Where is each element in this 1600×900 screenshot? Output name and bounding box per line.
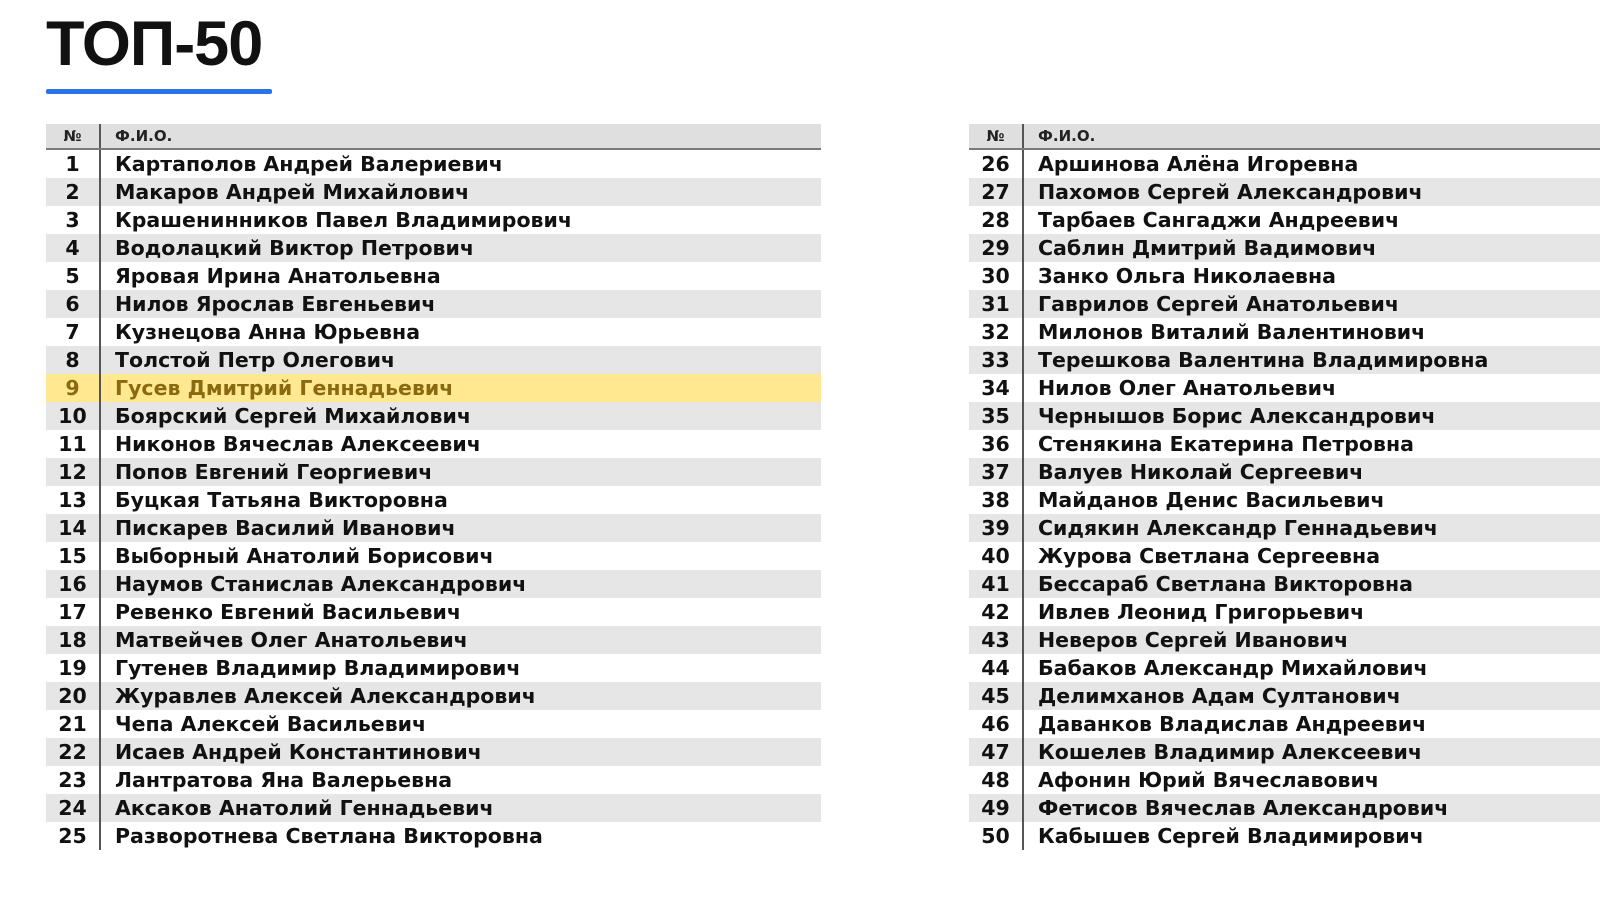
title-underline (46, 89, 272, 94)
table-row (46, 570, 821, 598)
row-number: 40 (969, 542, 1023, 570)
row-number: 28 (969, 206, 1023, 234)
table-row (46, 794, 821, 822)
row-full-name: Майданов Денис Васильевич (1038, 488, 1385, 512)
row-number: 12 (46, 458, 100, 486)
table-row (46, 430, 821, 458)
row-number: 3 (46, 206, 100, 234)
row-full-name: Ревенко Евгений Васильевич (115, 600, 461, 624)
row-number: 30 (969, 262, 1023, 290)
row-number: 6 (46, 290, 100, 318)
row-full-name: Пискарев Василий Иванович (100, 514, 821, 542)
row-number: 24 (46, 794, 100, 822)
row-number: 29 (969, 234, 1023, 262)
row-full-name: Яровая Ирина Анатольевна (115, 264, 441, 288)
row-number: 42 (969, 598, 1023, 626)
table-row (969, 710, 1600, 738)
table-row (969, 346, 1600, 374)
table-row (969, 402, 1600, 430)
table-row (46, 262, 821, 290)
row-number: 44 (969, 654, 1023, 682)
row-full-name: Кошелев Владимир Алексеевич (1023, 738, 1600, 766)
row-full-name: Бабаков Александр Михайлович (1038, 656, 1428, 680)
row-number: 14 (46, 514, 100, 542)
table-row (46, 822, 821, 850)
row-full-name: Попов Евгений Георгиевич (100, 458, 821, 486)
row-number: 17 (46, 598, 100, 626)
page-title: ТОП-50 (46, 9, 263, 79)
row-full-name: Стенякина Екатерина Петровна (1038, 432, 1414, 456)
ranking-table-left (46, 124, 821, 850)
table-row (46, 234, 821, 262)
row-number: 2 (46, 178, 100, 206)
table-row (969, 374, 1600, 402)
row-number: 32 (969, 318, 1023, 346)
row-number: 50 (969, 822, 1023, 850)
row-number: 15 (46, 542, 100, 570)
table-row (969, 626, 1600, 654)
table-body-left (46, 149, 821, 850)
row-full-name: Пахомов Сергей Александрович (1023, 178, 1600, 206)
row-number: 33 (969, 346, 1023, 374)
number-column-header: № (969, 124, 1023, 149)
row-full-name: Толстой Петр Олегович (100, 346, 821, 374)
table-row (46, 486, 821, 514)
row-full-name: Даванков Владислав Андреевич (1038, 712, 1427, 736)
table-row (46, 710, 821, 738)
table-row (46, 682, 821, 710)
row-full-name: Тарбаев Сангаджи Андреевич (1038, 208, 1400, 232)
row-full-name: Нилов Ярослав Евгеньевич (100, 290, 821, 318)
row-full-name: Афонин Юрий Вячеславович (1038, 768, 1379, 792)
row-number: 21 (46, 710, 100, 738)
row-full-name: Выборный Анатолий Борисович (115, 544, 494, 568)
row-full-name: Неверов Сергей Иванович (1023, 626, 1600, 654)
table-row (46, 654, 821, 682)
row-number: 45 (969, 682, 1023, 710)
table-row (969, 542, 1600, 570)
row-number: 46 (969, 710, 1023, 738)
table-row (46, 458, 821, 486)
row-full-name: Чернышов Борис Александрович (1023, 402, 1600, 430)
name-column-header: Ф.И.О. (1023, 124, 1600, 149)
table-row (46, 206, 821, 234)
row-number: 48 (969, 766, 1023, 794)
table-row (46, 318, 821, 346)
table-row (969, 766, 1600, 794)
table-row (46, 766, 821, 794)
row-full-name: Матвейчев Олег Анатольевич (100, 626, 821, 654)
row-full-name: Нилов Олег Анатольевич (1038, 376, 1337, 400)
table-row (969, 794, 1600, 822)
row-number: 31 (969, 290, 1023, 318)
row-number: 35 (969, 402, 1023, 430)
table-body-right (969, 149, 1600, 850)
row-full-name: Фетисов Вячеслав Александрович (1023, 794, 1600, 822)
row-number: 39 (969, 514, 1023, 542)
row-full-name: Терешкова Валентина Владимировна (1023, 346, 1600, 374)
row-full-name: Разворотнева Светлана Викторовна (115, 824, 543, 848)
row-number: 13 (46, 486, 100, 514)
row-number: 19 (46, 654, 100, 682)
row-full-name: Кузнецова Анна Юрьевна (115, 320, 421, 344)
table-row (46, 290, 821, 318)
row-number: 4 (46, 234, 100, 262)
row-full-name: Гусев Дмитрий Геннадьевич (100, 374, 821, 402)
row-full-name: Журавлев Алексей Александрович (100, 682, 821, 710)
row-full-name: Занко Ольга Николаевна (1038, 264, 1337, 288)
table-row (46, 626, 821, 654)
row-number: 11 (46, 430, 100, 458)
row-full-name: Сидякин Александр Геннадьевич (1023, 514, 1600, 542)
row-full-name: Исаев Андрей Константинович (100, 738, 821, 766)
number-column-header: № (46, 124, 100, 149)
table-row (969, 318, 1600, 346)
table-row (969, 570, 1600, 598)
row-number: 9 (46, 374, 100, 402)
row-number: 27 (969, 178, 1023, 206)
row-full-name: Ивлев Леонид Григорьевич (1038, 600, 1365, 624)
row-number: 23 (46, 766, 100, 794)
table-row (46, 402, 821, 430)
table-row (969, 458, 1600, 486)
row-number: 18 (46, 626, 100, 654)
table-row (46, 346, 821, 374)
row-full-name: Аршинова Алёна Игоревна (1038, 152, 1359, 176)
table-row (969, 822, 1600, 850)
table-row (46, 514, 821, 542)
row-full-name: Лантратова Яна Валерьевна (115, 768, 453, 792)
row-full-name: Картаполов Андрей Валериевич (115, 152, 503, 176)
row-number: 10 (46, 402, 100, 430)
table-row (969, 682, 1600, 710)
row-number: 47 (969, 738, 1023, 766)
row-full-name: Никонов Вячеслав Алексеевич (115, 432, 481, 456)
table-row (46, 178, 821, 206)
table-row (46, 598, 821, 626)
row-full-name: Гаврилов Сергей Анатольевич (1023, 290, 1600, 318)
row-full-name: Журова Светлана Сергеевна (1038, 544, 1381, 568)
row-number: 22 (46, 738, 100, 766)
table-row (969, 514, 1600, 542)
row-number: 20 (46, 682, 100, 710)
row-full-name: Чепа Алексей Васильевич (115, 712, 427, 736)
row-full-name: Макаров Андрей Михайлович (100, 178, 821, 206)
row-full-name: Валуев Николай Сергеевич (1023, 458, 1600, 486)
row-full-name: Буцкая Татьяна Викторовна (115, 488, 448, 512)
table-row (969, 738, 1600, 766)
row-number: 5 (46, 262, 100, 290)
table-row (969, 598, 1600, 626)
table-row (969, 654, 1600, 682)
row-number: 43 (969, 626, 1023, 654)
row-number: 49 (969, 794, 1023, 822)
row-full-name: Делимханов Адам Султанович (1023, 682, 1600, 710)
table-header-row (46, 124, 821, 149)
row-full-name: Крашенинников Павел Владимирович (115, 208, 572, 232)
row-full-name: Бессараб Светлана Викторовна (1023, 570, 1600, 598)
table-row (969, 262, 1600, 290)
row-number: 1 (46, 149, 100, 178)
table-row (969, 430, 1600, 458)
table-row (46, 374, 821, 402)
table-row (969, 178, 1600, 206)
row-full-name: Саблин Дмитрий Вадимович (1023, 234, 1600, 262)
row-full-name: Кабышев Сергей Владимирович (1038, 824, 1424, 848)
row-full-name: Гутенев Владимир Владимирович (115, 656, 521, 680)
row-number: 16 (46, 570, 100, 598)
table-row (46, 738, 821, 766)
row-number: 41 (969, 570, 1023, 598)
ranking-table-right (969, 124, 1600, 850)
table-row (969, 486, 1600, 514)
row-number: 7 (46, 318, 100, 346)
row-number: 38 (969, 486, 1023, 514)
row-number: 26 (969, 149, 1023, 178)
table-row (46, 149, 821, 178)
row-full-name: Аксаков Анатолий Геннадьевич (100, 794, 821, 822)
table-row (969, 290, 1600, 318)
row-number: 34 (969, 374, 1023, 402)
table-row (969, 149, 1600, 178)
table-row (969, 206, 1600, 234)
row-full-name: Милонов Виталий Валентинович (1038, 320, 1426, 344)
row-number: 25 (46, 822, 100, 850)
table-row (969, 234, 1600, 262)
table-row (46, 542, 821, 570)
row-full-name: Наумов Станислав Александрович (100, 570, 821, 598)
table-header-row (969, 124, 1600, 149)
row-number: 36 (969, 430, 1023, 458)
row-full-name: Водолацкий Виктор Петрович (100, 234, 821, 262)
row-full-name: Боярский Сергей Михайлович (100, 402, 821, 430)
name-column-header: Ф.И.О. (100, 124, 821, 149)
row-number: 8 (46, 346, 100, 374)
row-number: 37 (969, 458, 1023, 486)
